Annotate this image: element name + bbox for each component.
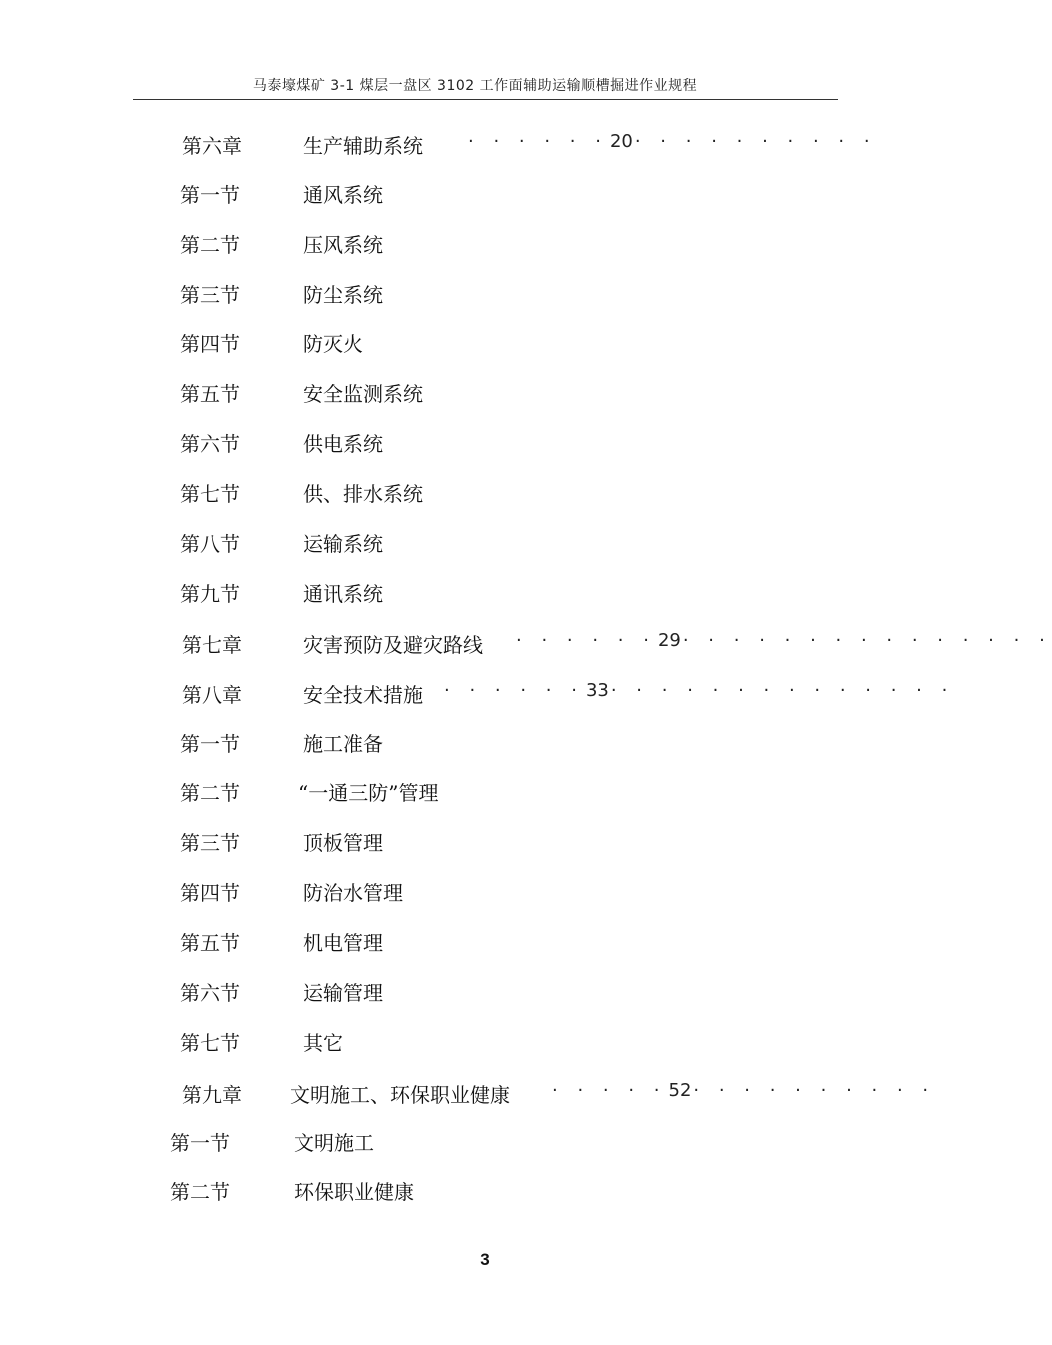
toc-title: 运输系统 <box>303 532 383 556</box>
toc-dots: · · · · · · <box>516 630 656 651</box>
toc-title: 环保职业健康 <box>294 1180 414 1204</box>
toc-title: 其它 <box>303 1031 343 1055</box>
toc-leader <box>516 630 1052 651</box>
toc-label: 第五节 <box>180 931 240 955</box>
toc-entry-section[interactable] <box>0 728 950 758</box>
toc-entry-section[interactable] <box>0 179 950 209</box>
toc-title: 安全技术措施 <box>303 683 423 707</box>
toc-title: 文明施工、环保职业健康 <box>290 1083 510 1107</box>
toc-entry-section[interactable] <box>0 328 950 358</box>
toc-dots: · · · · · · · · · · · · · · · <box>682 630 1052 651</box>
toc-entry-section[interactable] <box>0 877 950 907</box>
toc-entry-section[interactable] <box>0 478 950 508</box>
toc-entry-section[interactable] <box>0 528 950 558</box>
toc-dots: · · · · · <box>552 1080 667 1101</box>
toc-label: 第八节 <box>180 532 240 556</box>
toc-dots: · · · · · · <box>468 131 608 152</box>
toc-label: 第一节 <box>180 732 240 756</box>
toc-title: 防灭火 <box>303 332 363 356</box>
toc-label: 第三节 <box>180 831 240 855</box>
toc-entry-section[interactable] <box>0 578 950 608</box>
toc-entry-section[interactable] <box>0 977 950 1007</box>
toc-label: 第五节 <box>180 382 240 406</box>
toc-label: 第七章 <box>182 633 242 657</box>
toc-title: 供、排水系统 <box>303 482 423 506</box>
toc-entry-section[interactable] <box>0 1027 950 1057</box>
toc-entry-section[interactable] <box>0 1127 950 1157</box>
toc-label: 第九节 <box>180 582 240 606</box>
toc-label: 第八章 <box>182 683 242 707</box>
toc-entry-section[interactable] <box>0 777 950 807</box>
toc-page-number: 52 <box>668 1080 692 1101</box>
toc-page-number: 20 <box>609 131 633 152</box>
toc-label: 第六章 <box>182 134 242 158</box>
running-header: 马泰壕煤矿 3-1 煤层一盘区 3102 工作面辅助运输顺槽掘进作业规程 <box>252 78 698 94</box>
toc-label: 第二节 <box>180 781 240 805</box>
toc-entry-section[interactable] <box>0 279 950 309</box>
toc-title: 施工准备 <box>303 732 383 756</box>
toc-label: 第四节 <box>180 881 240 905</box>
toc-title: 文明施工 <box>294 1131 374 1155</box>
toc-title: 通讯系统 <box>303 582 383 606</box>
toc-title: 供电系统 <box>303 432 383 456</box>
toc-dots: · · · · · · · · · · · · · · <box>610 680 955 701</box>
toc-page-number: 29 <box>657 630 681 651</box>
toc-dots: · · · · · · <box>444 680 584 701</box>
toc-title: 生产辅助系统 <box>303 134 423 158</box>
page-number: 3 <box>480 1250 490 1269</box>
toc-leader <box>468 131 877 152</box>
header-rule <box>133 99 838 100</box>
toc-title: 防尘系统 <box>303 283 383 307</box>
toc-title: “一通三防”管理 <box>298 781 439 805</box>
toc-label: 第二节 <box>170 1180 230 1204</box>
toc-label: 第三节 <box>180 283 240 307</box>
toc-leader <box>444 680 954 701</box>
toc-label: 第二节 <box>180 233 240 257</box>
toc-dots: · · · · · · · · · · <box>693 1080 936 1101</box>
toc-label: 第六节 <box>180 432 240 456</box>
toc-entry-chapter-7[interactable] <box>0 629 1052 659</box>
toc-entry-chapter-6[interactable] <box>0 130 950 160</box>
toc-leader <box>552 1080 935 1101</box>
toc-entry-section[interactable] <box>0 428 950 458</box>
toc-entry-section[interactable] <box>0 378 950 408</box>
toc-label: 第七节 <box>180 1031 240 1055</box>
toc-label: 第一节 <box>180 183 240 207</box>
toc-title: 压风系统 <box>303 233 383 257</box>
toc-label: 第一节 <box>170 1131 230 1155</box>
toc-title: 顶板管理 <box>303 831 383 855</box>
toc-entry-section[interactable] <box>0 927 950 957</box>
toc-title: 安全监测系统 <box>303 382 423 406</box>
toc-title: 通风系统 <box>303 183 383 207</box>
toc-entry-chapter-8[interactable] <box>0 679 955 709</box>
toc-label: 第七节 <box>180 482 240 506</box>
toc-label: 第四节 <box>180 332 240 356</box>
toc-entry-section[interactable] <box>0 229 950 259</box>
toc-title: 机电管理 <box>303 931 383 955</box>
toc-entry-section[interactable] <box>0 1176 950 1206</box>
toc-label: 第九章 <box>182 1083 242 1107</box>
toc-page-number: 33 <box>585 680 609 701</box>
toc-entry-section[interactable] <box>0 827 950 857</box>
toc-dots: · · · · · · · · · · <box>634 131 877 152</box>
toc-title: 灾害预防及避灾路线 <box>303 633 483 657</box>
toc-entry-chapter-9[interactable] <box>0 1079 950 1109</box>
toc-title: 运输管理 <box>303 981 383 1005</box>
toc-title: 防治水管理 <box>303 881 403 905</box>
toc-label: 第六节 <box>180 981 240 1005</box>
